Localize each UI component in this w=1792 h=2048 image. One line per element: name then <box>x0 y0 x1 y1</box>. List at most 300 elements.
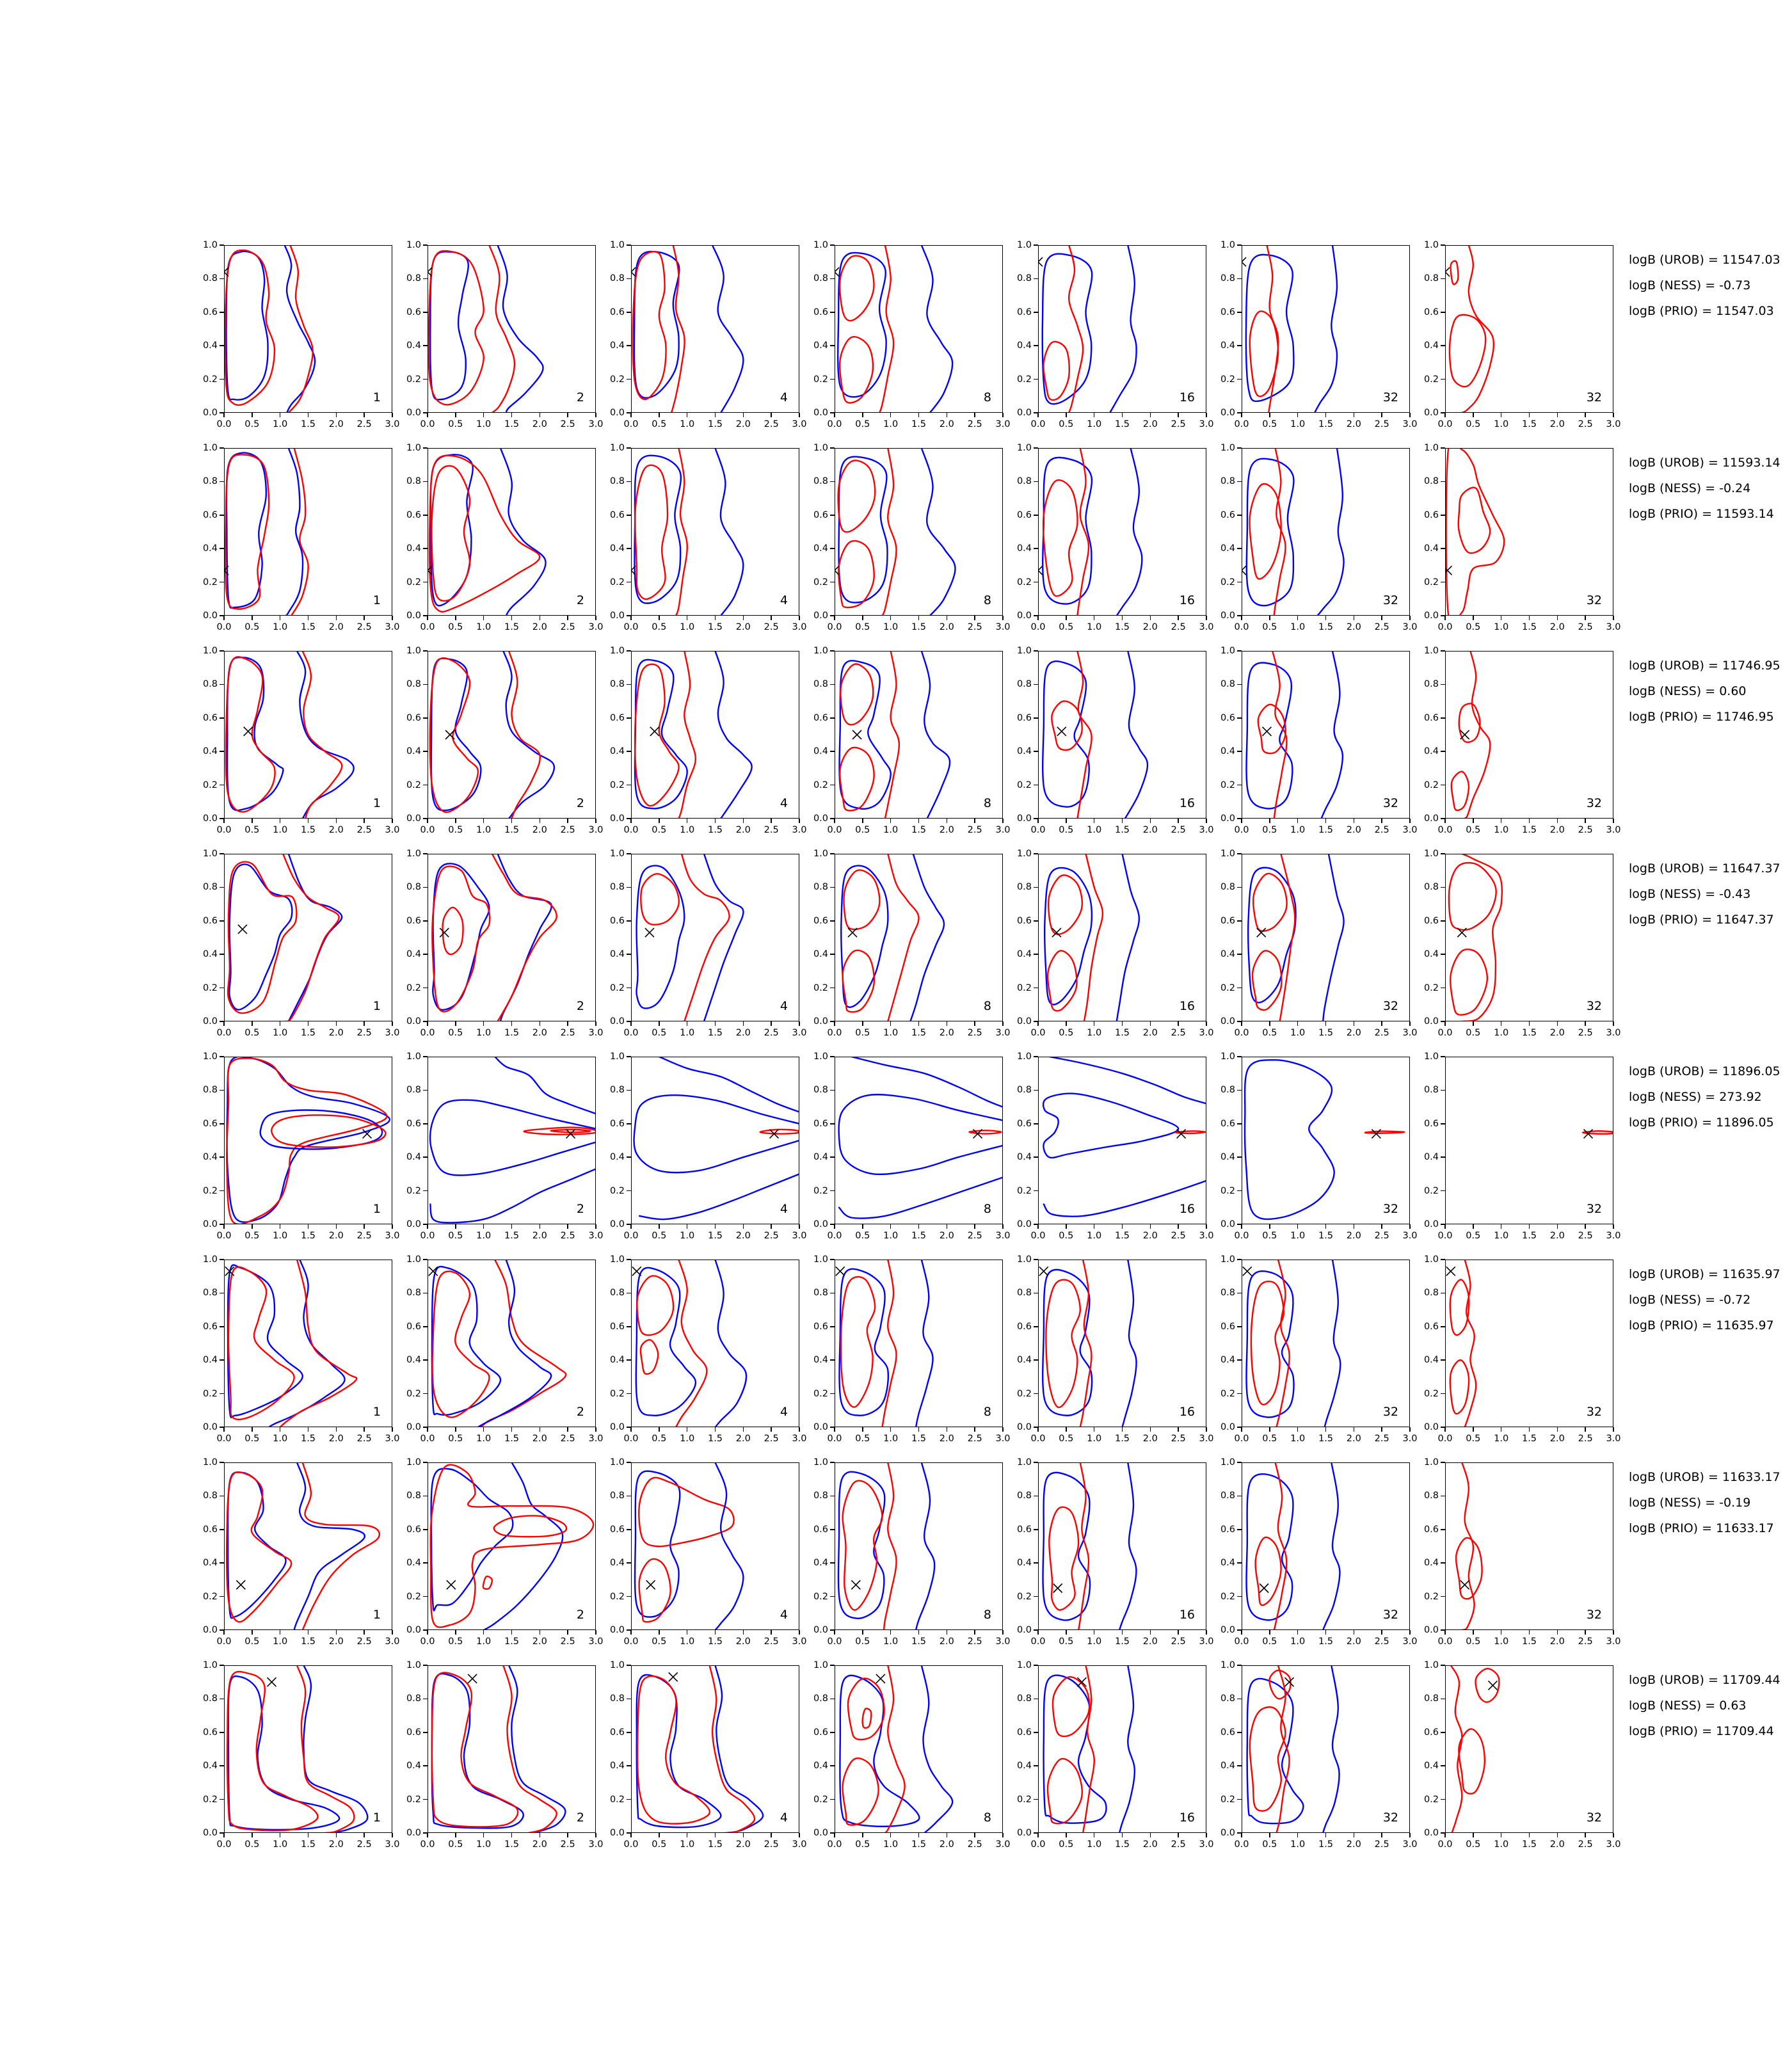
y-tick-mark <box>1237 244 1242 246</box>
x-tick-mark <box>392 1224 393 1229</box>
y-tick-mark <box>220 1359 224 1361</box>
y-tick-mark <box>1237 1732 1242 1733</box>
x-tick-mark <box>743 413 744 417</box>
y-tick-label: 0.4 <box>1016 1355 1032 1366</box>
y-tick-label: 0.6 <box>813 307 828 317</box>
x-tick-label: 1.0 <box>1494 1231 1509 1241</box>
x-tick-label: 0.5 <box>855 1636 870 1647</box>
y-tick-label: 0.2 <box>406 1794 421 1805</box>
panel-count-label: 1 <box>372 1202 381 1216</box>
x-tick-mark <box>1206 1833 1207 1837</box>
contour-red <box>1053 1677 1089 1736</box>
x-tick-mark <box>1122 1833 1123 1837</box>
y-tick-label: 0.4 <box>1423 1558 1439 1569</box>
y-tick-label: 0.0 <box>1016 1219 1032 1229</box>
x-tick-mark <box>947 1833 948 1837</box>
y-tick-label: 0.2 <box>1016 577 1032 588</box>
x-tick-label: 3.0 <box>385 1028 400 1038</box>
y-tick-label: 0.8 <box>813 273 828 284</box>
y-tick-label: 0.8 <box>1423 1085 1439 1096</box>
x-tick-mark <box>1178 1630 1179 1635</box>
y-tick-mark <box>1034 345 1038 346</box>
y-tick-label: 0.4 <box>813 1558 828 1569</box>
x-marker <box>1460 1580 1469 1589</box>
x-tick-label: 0.0 <box>420 1636 435 1647</box>
x-tick-label: 2.5 <box>1578 1839 1593 1850</box>
x-tick-mark <box>1613 1224 1614 1229</box>
contour-plot <box>1445 651 1613 819</box>
contour-blue <box>716 1462 744 1630</box>
contour-red <box>432 1672 518 1827</box>
y-tick-label: 0.0 <box>609 1828 625 1838</box>
x-tick-mark <box>1325 1224 1327 1229</box>
contour-blue <box>503 651 554 819</box>
y-tick-mark <box>830 1427 835 1428</box>
x-tick-label: 2.5 <box>560 622 575 632</box>
x-marker <box>1057 727 1066 736</box>
contour-red <box>1251 1281 1284 1405</box>
x-tick-mark <box>308 413 309 417</box>
x-tick-label: 0.5 <box>652 1434 667 1444</box>
x-tick-label: 1.0 <box>1290 622 1306 632</box>
x-tick-mark <box>918 413 920 417</box>
y-tick-label: 1.0 <box>202 1457 218 1468</box>
y-tick-label: 0.0 <box>609 1625 625 1635</box>
panel-count-label: 16 <box>1179 1405 1195 1419</box>
x-tick-mark <box>974 819 975 823</box>
x-tick-label: 2.0 <box>735 1028 751 1038</box>
y-tick-label: 0.8 <box>406 273 421 284</box>
y-tick-mark <box>627 1732 631 1733</box>
contour-red <box>1451 1665 1462 1833</box>
x-tick-label: 3.0 <box>1402 419 1418 429</box>
x-marker <box>632 1267 641 1276</box>
y-tick-mark <box>830 751 835 752</box>
subplot-r5c7 <box>1423 1052 1621 1241</box>
y-tick-label: 0.8 <box>1423 1491 1439 1501</box>
x-tick-label: 1.5 <box>1521 1231 1537 1241</box>
y-tick-mark <box>627 447 631 449</box>
y-tick-mark <box>627 1021 631 1022</box>
x-tick-label: 2.5 <box>1171 622 1186 632</box>
x-tick-label: 2.5 <box>356 622 372 632</box>
logb-ness-annotation: logB (NESS) = -0.73 <box>1629 278 1751 292</box>
contour-plot <box>1445 1260 1613 1427</box>
y-tick-label: 0.0 <box>1423 813 1439 824</box>
x-tick-mark <box>1354 1021 1355 1026</box>
x-tick-mark <box>1241 1833 1242 1837</box>
y-tick-mark <box>1034 1156 1038 1158</box>
x-tick-label: 2.5 <box>560 1028 575 1038</box>
x-tick-mark <box>364 819 365 823</box>
y-tick-label: 0.0 <box>813 1625 828 1635</box>
x-tick-mark <box>1066 819 1067 823</box>
y-tick-mark <box>830 818 835 819</box>
x-tick-mark <box>1178 413 1179 417</box>
x-tick-mark <box>771 616 772 620</box>
y-tick-label: 0.8 <box>1220 1085 1235 1096</box>
x-tick-mark <box>1094 413 1095 417</box>
contour-plot <box>631 448 799 616</box>
x-tick-label: 0.0 <box>1030 1231 1046 1241</box>
y-tick-label: 0.8 <box>1220 1693 1235 1704</box>
y-tick-mark <box>627 615 631 616</box>
x-tick-label: 3.0 <box>792 1434 807 1444</box>
y-tick-mark <box>1034 1056 1038 1057</box>
x-tick-label: 1.5 <box>1521 1839 1537 1850</box>
y-tick-mark <box>220 1699 224 1700</box>
contour-blue <box>227 452 266 607</box>
x-tick-label: 3.0 <box>1606 1028 1621 1038</box>
contour-red <box>227 1059 387 1224</box>
x-tick-mark <box>1037 1427 1039 1432</box>
y-tick-mark <box>1237 1765 1242 1766</box>
x-tick-label: 1.5 <box>1521 825 1537 835</box>
x-tick-mark <box>567 819 568 823</box>
y-tick-mark <box>1441 1090 1445 1091</box>
x-tick-label: 3.0 <box>1606 1231 1621 1241</box>
x-tick-mark <box>1241 819 1242 823</box>
y-tick-mark <box>423 1462 428 1463</box>
subplot-r1c5 <box>1016 240 1214 429</box>
x-tick-mark <box>1473 1427 1474 1432</box>
y-tick-mark <box>830 785 835 786</box>
contour-red <box>840 256 874 321</box>
y-tick-label: 0.0 <box>813 1016 828 1027</box>
y-tick-label: 1.0 <box>813 1052 828 1062</box>
contour-red <box>303 651 342 819</box>
x-tick-mark <box>567 1630 568 1635</box>
y-tick-mark <box>627 1832 631 1834</box>
x-tick-mark <box>743 1833 744 1837</box>
y-tick-mark <box>1034 548 1038 549</box>
contour-red <box>1043 480 1077 596</box>
subplot-r5c2 <box>406 1052 604 1241</box>
contour-blue <box>289 854 342 1021</box>
contour-plot <box>1038 1057 1206 1224</box>
x-tick-label: 0.0 <box>1234 1839 1249 1850</box>
x-tick-label: 3.0 <box>995 622 1011 632</box>
y-tick-mark <box>830 1596 835 1597</box>
y-tick-label: 0.8 <box>202 1288 218 1299</box>
x-tick-mark <box>1002 1224 1004 1229</box>
panel-count-label: 4 <box>780 1608 788 1622</box>
y-tick-mark <box>627 1496 631 1497</box>
x-tick-mark <box>974 1427 975 1432</box>
x-tick-mark <box>1206 1427 1207 1432</box>
x-tick-mark <box>1241 1224 1242 1229</box>
x-tick-mark <box>1066 616 1067 620</box>
contour-blue <box>1123 1260 1137 1427</box>
x-tick-label: 0.0 <box>1030 1028 1046 1038</box>
y-tick-mark <box>1237 1156 1242 1158</box>
y-tick-mark <box>1237 379 1242 380</box>
subplot-r6c5 <box>1016 1254 1214 1444</box>
y-tick-mark <box>220 1021 224 1022</box>
x-tick-mark <box>1269 1833 1270 1837</box>
x-tick-mark <box>630 1630 632 1635</box>
contour-red <box>1449 863 1496 930</box>
y-tick-label: 0.8 <box>1016 1288 1032 1299</box>
y-tick-label: 0.6 <box>406 307 421 317</box>
x-tick-label: 3.0 <box>1199 1028 1214 1038</box>
x-tick-mark <box>336 1833 337 1837</box>
logb-prio-annotation: logB (PRIO) = 11896.05 <box>1629 1116 1774 1130</box>
x-tick-label: 0.0 <box>1030 622 1046 632</box>
y-tick-label: 0.0 <box>1220 611 1235 621</box>
x-tick-label: 0.0 <box>827 1839 842 1850</box>
y-tick-mark <box>423 278 428 280</box>
x-tick-mark <box>595 1021 596 1026</box>
contour-plot <box>428 651 596 819</box>
y-tick-mark <box>220 481 224 483</box>
x-marker <box>447 1580 456 1589</box>
x-tick-label: 2.5 <box>967 1231 982 1241</box>
y-tick-mark <box>220 1427 224 1428</box>
y-tick-mark <box>627 1765 631 1766</box>
x-tick-mark <box>947 413 948 417</box>
x-tick-mark <box>834 1427 835 1432</box>
y-tick-label: 1.0 <box>406 1457 421 1468</box>
x-tick-label: 1.5 <box>300 1231 316 1241</box>
y-tick-mark <box>627 887 631 888</box>
y-tick-mark <box>1237 1699 1242 1700</box>
contour-red <box>843 1481 883 1610</box>
y-tick-mark <box>220 988 224 989</box>
y-tick-mark <box>220 1123 224 1124</box>
x-tick-label: 0.0 <box>827 1434 842 1444</box>
x-tick-mark <box>974 616 975 620</box>
x-tick-mark <box>1557 1427 1558 1432</box>
x-tick-mark <box>1381 1224 1382 1229</box>
y-tick-mark <box>627 1190 631 1192</box>
x-tick-label: 2.5 <box>1578 1231 1593 1241</box>
y-tick-mark <box>830 650 835 652</box>
y-tick-mark <box>830 1224 835 1225</box>
y-tick-label: 1.0 <box>813 646 828 656</box>
x-tick-label: 3.0 <box>588 1636 604 1647</box>
y-tick-mark <box>1441 785 1445 786</box>
x-tick-label: 1.5 <box>707 825 723 835</box>
y-tick-label: 0.4 <box>202 746 218 757</box>
contour-plot <box>631 651 799 819</box>
x-tick-label: 2.0 <box>735 622 751 632</box>
y-tick-mark <box>1237 1359 1242 1361</box>
x-tick-label: 2.0 <box>328 1839 344 1850</box>
x-tick-label: 1.0 <box>883 1434 899 1444</box>
subplot-r5c5 <box>1016 1052 1214 1241</box>
x-tick-label: 2.5 <box>1578 419 1593 429</box>
x-tick-label: 1.0 <box>273 1839 288 1850</box>
y-tick-mark <box>830 1562 835 1564</box>
y-tick-label: 0.6 <box>1423 509 1439 520</box>
x-tick-mark <box>223 1630 225 1635</box>
y-tick-label: 0.0 <box>202 813 218 824</box>
contour-red <box>1365 1132 1404 1133</box>
x-tick-mark <box>1122 413 1123 417</box>
x-tick-label: 0.0 <box>216 1231 232 1241</box>
x-tick-mark <box>1381 1021 1382 1026</box>
x-tick-mark <box>1037 1224 1039 1229</box>
x-tick-label: 1.0 <box>1290 1434 1306 1444</box>
x-tick-label: 1.5 <box>300 1839 316 1850</box>
x-tick-mark <box>659 413 660 417</box>
x-tick-mark <box>1613 1427 1614 1432</box>
contour-red <box>432 867 490 1012</box>
subplot-r8c1 <box>202 1660 400 1850</box>
x-tick-mark <box>947 819 948 823</box>
x-tick-label: 1.0 <box>1087 1028 1102 1038</box>
x-tick-mark <box>630 616 632 620</box>
y-tick-mark <box>1034 1224 1038 1225</box>
x-tick-label: 3.0 <box>1402 825 1418 835</box>
contour-blue <box>1043 1270 1092 1416</box>
y-tick-label: 0.0 <box>609 408 625 418</box>
panel-count-label: 32 <box>1586 1608 1602 1622</box>
x-tick-label: 0.0 <box>420 1839 435 1850</box>
x-tick-label: 3.0 <box>588 419 604 429</box>
x-tick-mark <box>1206 616 1207 620</box>
x-tick-mark <box>427 413 428 417</box>
y-tick-label: 0.0 <box>202 1828 218 1838</box>
panel-count-label: 1 <box>372 796 381 810</box>
x-tick-label: 1.5 <box>707 622 723 632</box>
x-tick-mark <box>1473 1224 1474 1229</box>
x-tick-mark <box>834 616 835 620</box>
x-tick-label: 0.0 <box>1030 1839 1046 1850</box>
y-tick-label: 0.4 <box>1016 949 1032 960</box>
x-tick-label: 3.0 <box>588 1231 604 1241</box>
panel-count-label: 8 <box>983 1405 991 1419</box>
y-tick-label: 0.4 <box>202 543 218 554</box>
y-tick-label: 1.0 <box>202 849 218 859</box>
y-tick-mark <box>1034 887 1038 888</box>
y-tick-mark <box>220 717 224 719</box>
x-tick-mark <box>1122 1224 1123 1229</box>
contour-blue <box>1110 245 1136 413</box>
x-tick-mark <box>252 1833 253 1837</box>
x-tick-mark <box>392 1427 393 1432</box>
contour-blue <box>430 1169 596 1223</box>
x-tick-mark <box>280 413 281 417</box>
x-tick-mark <box>1297 1021 1299 1026</box>
x-tick-label: 0.0 <box>216 825 232 835</box>
x-tick-mark <box>1241 1021 1242 1026</box>
y-tick-mark <box>220 1799 224 1800</box>
y-tick-mark <box>830 1529 835 1530</box>
y-tick-mark <box>1441 1799 1445 1800</box>
y-tick-label: 0.8 <box>1016 1491 1032 1501</box>
contour-blue <box>478 1260 551 1427</box>
y-tick-label: 0.2 <box>813 982 828 993</box>
panel-count-label: 32 <box>1382 1608 1398 1622</box>
x-tick-label: 1.5 <box>504 419 520 429</box>
panel-count-label: 2 <box>576 1811 584 1825</box>
y-tick-mark <box>1237 1259 1242 1260</box>
y-tick-mark <box>220 412 224 413</box>
x-tick-mark <box>1122 819 1123 823</box>
y-tick-label: 0.8 <box>202 882 218 893</box>
x-tick-mark <box>1444 1224 1446 1229</box>
y-tick-mark <box>220 684 224 685</box>
y-tick-mark <box>830 1765 835 1766</box>
x-tick-mark <box>483 1224 484 1229</box>
contour-plot <box>428 854 596 1021</box>
x-tick-mark <box>308 1833 309 1837</box>
x-tick-label: 2.0 <box>939 622 954 632</box>
x-tick-label: 0.5 <box>244 419 260 429</box>
x-tick-label: 1.0 <box>476 1839 492 1850</box>
panel-count-label: 1 <box>372 999 381 1013</box>
subplot-r8c5 <box>1016 1660 1214 1850</box>
x-tick-mark <box>1444 1427 1446 1432</box>
x-tick-mark <box>715 1021 716 1026</box>
y-tick-mark <box>220 345 224 346</box>
x-tick-label: 0.0 <box>623 1231 639 1241</box>
y-tick-mark <box>1441 515 1445 516</box>
x-tick-label: 1.0 <box>680 1434 695 1444</box>
contour-blue <box>1125 651 1148 819</box>
x-tick-label: 0.5 <box>1262 1839 1277 1850</box>
y-tick-label: 0.4 <box>1016 1761 1032 1772</box>
y-tick-label: 0.6 <box>202 1524 218 1535</box>
x-tick-label: 2.5 <box>356 1231 372 1241</box>
x-tick-mark <box>455 616 456 620</box>
contour-blue <box>839 1178 1003 1219</box>
y-tick-label: 0.0 <box>813 408 828 418</box>
y-tick-label: 0.0 <box>1423 1422 1439 1432</box>
x-tick-mark <box>455 1427 456 1432</box>
x-tick-mark <box>1409 1021 1411 1026</box>
contour-plot <box>1242 1057 1410 1224</box>
x-tick-mark <box>427 1021 428 1026</box>
contour-red <box>228 862 296 1013</box>
y-tick-label: 0.6 <box>609 712 625 723</box>
contour-red <box>639 1478 733 1546</box>
y-tick-mark <box>1034 717 1038 719</box>
x-tick-label: 1.0 <box>476 1028 492 1038</box>
x-tick-label: 2.0 <box>735 1434 751 1444</box>
y-tick-mark <box>1441 1562 1445 1564</box>
y-tick-label: 0.0 <box>406 611 421 621</box>
x-tick-label: 2.0 <box>532 1636 547 1647</box>
x-tick-label: 2.0 <box>1549 622 1565 632</box>
x-tick-label: 0.5 <box>1466 1839 1481 1850</box>
x-tick-mark <box>1150 1427 1151 1432</box>
subplot-r5c1 <box>202 1052 400 1241</box>
x-tick-mark <box>1297 819 1299 823</box>
x-tick-label: 0.5 <box>448 1028 463 1038</box>
y-tick-label: 0.0 <box>1220 1828 1235 1838</box>
logb-urob-annotation: logB (UROB) = 11593.14 <box>1629 456 1780 470</box>
x-tick-label: 1.0 <box>680 419 695 429</box>
x-tick-mark <box>1325 616 1327 620</box>
x-tick-mark <box>336 1021 337 1026</box>
contour-red <box>1446 448 1505 616</box>
contour-blue <box>500 448 546 616</box>
contour-red <box>1252 951 1281 1011</box>
x-tick-label: 0.5 <box>448 1434 463 1444</box>
y-tick-mark <box>423 1359 428 1361</box>
contour-red <box>1462 1462 1474 1630</box>
x-tick-mark <box>834 1630 835 1635</box>
x-tick-label: 3.0 <box>1199 622 1214 632</box>
x-tick-label: 0.5 <box>855 419 870 429</box>
y-tick-label: 0.6 <box>813 1524 828 1535</box>
y-tick-mark <box>1034 818 1038 819</box>
panel-count-label: 8 <box>983 593 991 607</box>
x-tick-mark <box>799 1833 800 1837</box>
